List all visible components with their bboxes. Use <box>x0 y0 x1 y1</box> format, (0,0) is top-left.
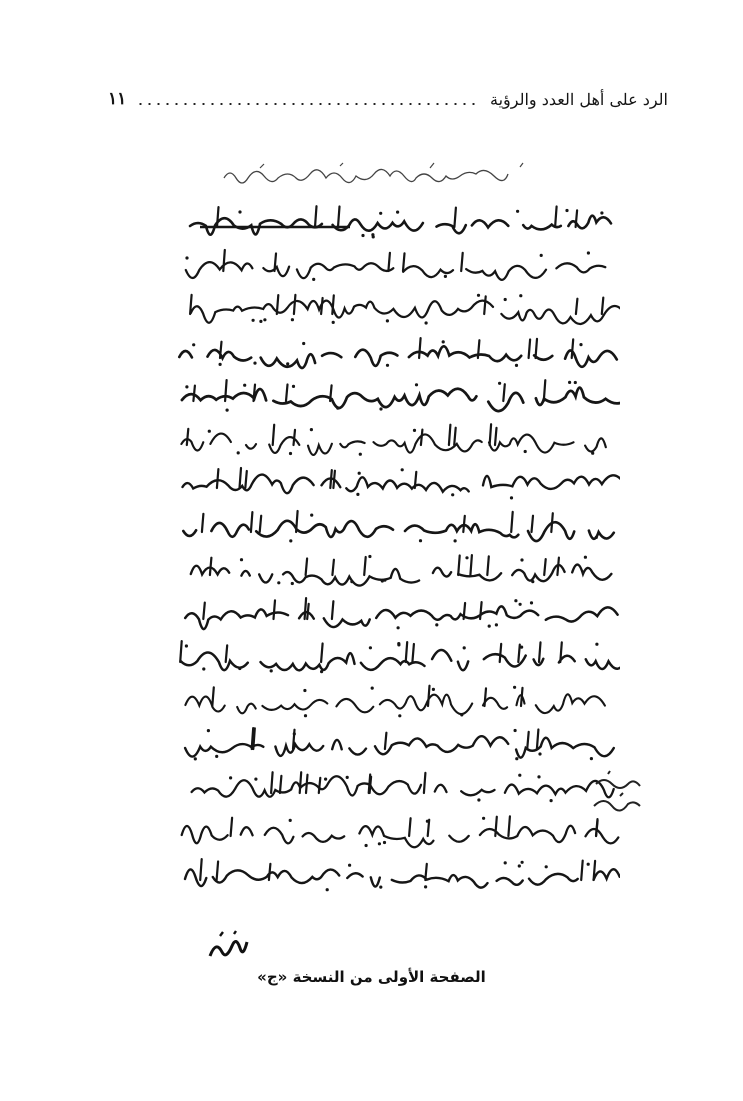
manuscript-line <box>160 679 620 719</box>
manuscript-line <box>160 766 620 806</box>
manuscript-line <box>160 635 620 675</box>
manuscript-line <box>160 287 620 327</box>
manuscript-line <box>160 374 620 414</box>
manuscript-line <box>160 418 620 458</box>
signature-mark <box>206 930 250 964</box>
manuscript-title-line <box>220 160 600 188</box>
running-header <box>108 86 668 112</box>
manuscript-line <box>160 548 620 588</box>
manuscript-facsimile <box>160 150 620 890</box>
manuscript-line <box>160 809 620 849</box>
manuscript-line <box>160 853 620 893</box>
marginal-note <box>590 770 644 818</box>
figure-caption: الصفحة الأولى من النسخة «ج» <box>257 968 486 986</box>
manuscript-line <box>160 244 620 284</box>
manuscript-line <box>160 200 620 240</box>
manuscript-line <box>160 331 620 371</box>
manuscript-line <box>160 505 620 545</box>
header-dot-leader <box>136 103 480 105</box>
page-number: ١١ <box>108 89 127 109</box>
manuscript-line <box>160 592 620 632</box>
manuscript-line <box>160 461 620 501</box>
running-header-title: الرد على أهل العدد والرؤية <box>490 89 668 109</box>
manuscript-line <box>160 722 620 762</box>
